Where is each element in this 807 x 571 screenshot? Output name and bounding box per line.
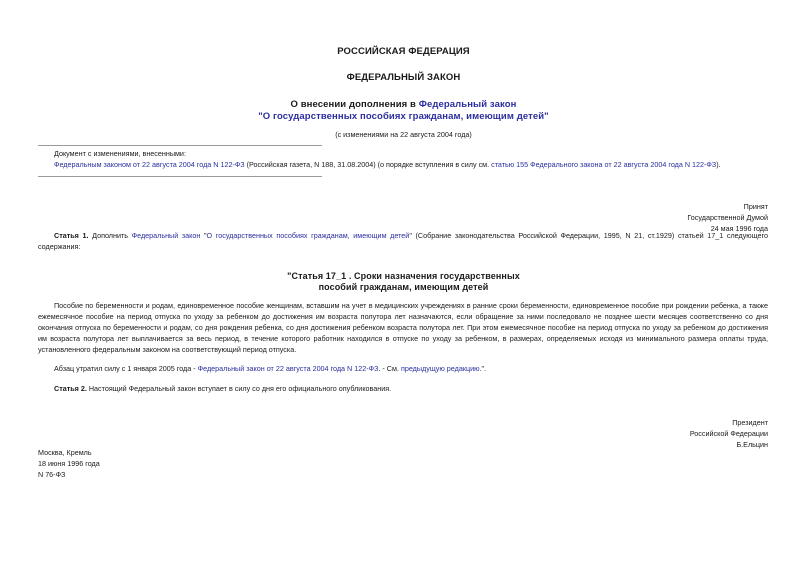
lost-law-link[interactable]: Федеральный закон от 22 августа 2004 года N 122-ФЗ xyxy=(197,364,379,373)
document-title xyxy=(0,99,807,110)
signature-block xyxy=(690,417,768,450)
article17-lost-paragraph xyxy=(54,363,486,374)
title-prefix: О внесении дополнения в xyxy=(290,99,419,110)
header-country: РОССИЙСКАЯ ФЕДЕРАЦИЯ xyxy=(337,46,470,57)
article2-paragraph xyxy=(54,383,391,394)
article17-heading xyxy=(0,271,807,292)
doc-changes-law-link[interactable]: Федеральным законом от 22 августа 2004 года N 122-ФЗ xyxy=(54,160,245,169)
previous-edition-link[interactable]: предыдущую редакцию xyxy=(400,364,480,373)
title-law-name-link[interactable]: "О государственных пособиях гражданам, имеющим детей" xyxy=(258,111,549,122)
adopted-line1: Принят xyxy=(743,202,768,211)
adopted-line3: 24 мая 1996 года xyxy=(710,224,768,233)
article1-label: Статья 1. xyxy=(54,231,89,240)
adopted-line2: Государственной Думой xyxy=(687,213,768,222)
place-date-block xyxy=(38,447,100,480)
doc-changes-text xyxy=(54,159,721,170)
header-doc-type: ФЕДЕРАЛЬНЫЙ ЗАКОН xyxy=(346,72,461,83)
lost-text1: Абзац утратил силу с 1 января 2005 года - xyxy=(54,364,198,373)
place-line1: Москва, Кремль xyxy=(38,448,92,457)
article1-text2: " xyxy=(200,231,207,240)
divider-bottom xyxy=(38,176,322,177)
place-line2: 18 июня 1996 года xyxy=(38,459,100,468)
signature-line1: Президент xyxy=(732,418,768,427)
article1-paragraph xyxy=(38,230,768,252)
article1-text3: " (Собрание законодательства Российской Федерации, 1995, N 21, ст.1929) статьей 17_1 следующего содержания: xyxy=(38,231,768,251)
article1-law-name-link[interactable]: О государственных пособиях гражданам, имеющим детей xyxy=(206,231,410,240)
article17-body: Пособие по беременности и родам, единовременное пособие женщинам, вставшим на учет в медицинских учреждениях в ранние сроки беременности, единовременное пособие при рождении ребенка, а также ежемесячное пособие на период отпуска по уходу за ребенком до достижения им возраста полутора лет назначаются, если обращение за ними последовало не позднее шести месяцев соответственно со дня окончания отпуска по беременности и родам, со дня рождения ребенка, со дня достижения ребенком возраста полутора лет. При этом ежемесячное пособие на период отпуска по уходу за ребенком до достижения им возраста полутора лет выплачивается за весь период, в течение которого работник находился в отпуске по уходу за ребенком, в размерах, определяемых исходя из минимального размера оплаты труда, установленного федеральным законом на соответствующий период отпуска. xyxy=(38,301,768,354)
article1-law-link[interactable]: Федеральный закон xyxy=(131,231,201,240)
doc-changes-intro: Документ с изменениями, внесенными: xyxy=(54,149,186,158)
article17-heading-line1: "Статья 17_1 . Сроки назначения государственных xyxy=(287,271,520,281)
place-line3: N 76-ФЗ xyxy=(38,470,66,479)
doc-changes-end: ). xyxy=(716,160,721,169)
article2-text: Настоящий Федеральный закон вступает в силу со дня его официального опубликования. xyxy=(86,384,392,393)
article17-heading-line2: пособий гражданам, имеющим детей xyxy=(318,282,489,292)
document-title-line2 xyxy=(0,111,807,122)
article2-label: Статья 2. xyxy=(54,384,87,393)
lost-text2: . - См. xyxy=(378,364,401,373)
article1-text1: Дополнить xyxy=(88,231,132,240)
signature-line2: Российской Федерации xyxy=(689,429,768,438)
changes-note: (с изменениями на 22 августа 2004 года) xyxy=(335,130,472,139)
signature-line3: Б.Ельцин xyxy=(736,440,768,449)
doc-changes-source: (Российская газета, N 188, 31.08.2004) (о порядке вступления в силу см. xyxy=(244,160,492,169)
lost-text3: .". xyxy=(479,364,487,373)
divider-top xyxy=(38,145,322,146)
title-law-link[interactable]: Федеральный закон xyxy=(418,99,517,110)
doc-changes-article-link[interactable]: статью 155 Федерального закона от 22 августа 2004 года N 122-ФЗ xyxy=(491,160,717,169)
